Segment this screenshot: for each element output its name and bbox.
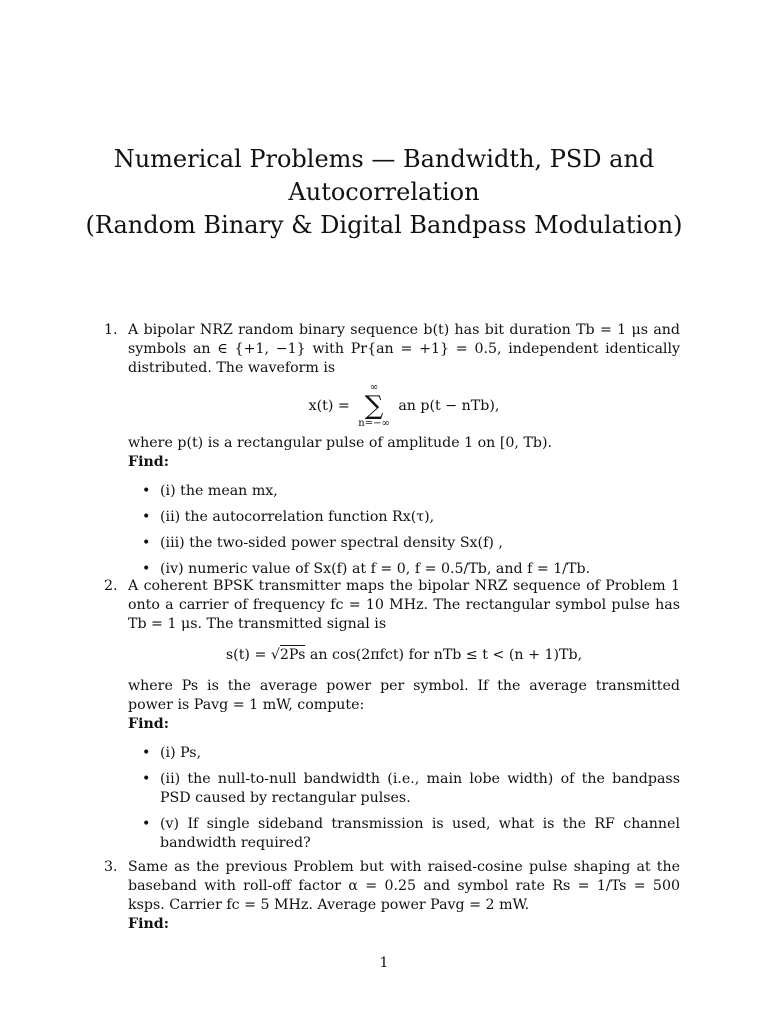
item-text: (iv) numeric value of Sx(f) at f = 0, f = 0.5/Tb, and f = 1/Tb. — [160, 561, 591, 577]
problem-number: 3. — [104, 859, 118, 875]
bullet-icon: • — [142, 535, 151, 551]
sum-symbol: ∑ — [364, 391, 384, 421]
equation-post: an cos(2πfct) for nTb ≤ t < (n + 1)Tb, — [305, 647, 583, 663]
bullet-icon: • — [142, 816, 151, 832]
bullet-icon: • — [142, 483, 151, 499]
title-line-1: Numerical Problems — Bandwidth, PSD and — [113, 145, 655, 173]
item-text: (ii) the autocorrelation function Rx(τ), — [160, 509, 435, 525]
problem-1 — [104, 321, 680, 586]
problem-after: where Ps is the average power per symbol. If the average transmitted power is Pavg = 1 mW, compute: — [128, 678, 680, 713]
equation-rhs: an p(t − nTb), — [398, 398, 500, 414]
find-label: Find: — [128, 454, 169, 470]
bullet-icon: • — [142, 509, 151, 525]
list-item — [142, 744, 680, 763]
problem-after: where p(t) is a rectangular pulse of amplitude 1 on [0, Tb). — [128, 435, 552, 451]
problem-intro: Same as the previous Problem but with raised-cosine pulse shaping at the baseband with roll-off factor α = 0.25 and symbol rate Rs = 1/Ts = 500 ksps. Carrier fc = 5 MHz. Average power Pavg = 2 mW. — [128, 859, 680, 913]
summation — [358, 382, 390, 430]
problem-intro: A bipolar NRZ random binary sequence b(t) has bit duration Tb = 1 μs and symbols an ∈ {+1, −1} with Pr{an = +1} = 0.5, independent identically distributed. The waveform is — [128, 322, 680, 376]
problem-3 — [104, 858, 680, 934]
title-line-3: (Random Binary & Digital Bandpass Modulation) — [85, 211, 683, 239]
problem-2 — [104, 577, 680, 860]
page-number: 1 — [379, 955, 389, 971]
title-line-2: Autocorrelation — [288, 178, 480, 206]
item-text: (iii) the two-sided power spectral density Sx(f) , — [160, 535, 503, 551]
item-text: (i) Ps, — [160, 745, 202, 761]
find-label: Find: — [128, 916, 169, 932]
item-text: (i) the mean mx, — [160, 483, 278, 499]
find-label: Find: — [128, 716, 169, 732]
equation-radicand: 2Ps — [279, 647, 306, 663]
list-item — [142, 815, 680, 853]
equation — [128, 646, 680, 665]
sum-upper-limit: ∞ — [369, 382, 379, 393]
equation-lhs: x(t) = — [308, 398, 350, 414]
problem-number: 1. — [104, 322, 118, 338]
item-list — [128, 744, 680, 853]
document-title — [0, 143, 768, 242]
equation — [128, 382, 680, 430]
sum-lower-limit: n=−∞ — [358, 418, 390, 429]
list-item — [142, 534, 680, 553]
bullet-icon: • — [142, 745, 151, 761]
item-list — [128, 482, 680, 579]
bullet-icon: • — [142, 561, 151, 577]
list-item — [142, 770, 680, 808]
list-item — [142, 508, 680, 527]
problem-intro: A coherent BPSK transmitter maps the bipolar NRZ sequence of Problem 1 onto a carrier of frequency fc = 10 MHz. The rectangular symbol pulse has Tb = 1 μs. The transmitted signal is — [128, 578, 680, 632]
bullet-icon: • — [142, 771, 151, 787]
equation-pre: s(t) = √ — [225, 647, 280, 663]
list-item — [142, 482, 680, 501]
problem-number: 2. — [104, 578, 118, 594]
item-text: (ii) the null-to-null bandwidth (i.e., main lobe width) of the bandpass PSD caused by rectangular pulses. — [160, 771, 680, 806]
item-text: (v) If single sideband transmission is used, what is the RF channel bandwidth required? — [160, 816, 680, 851]
